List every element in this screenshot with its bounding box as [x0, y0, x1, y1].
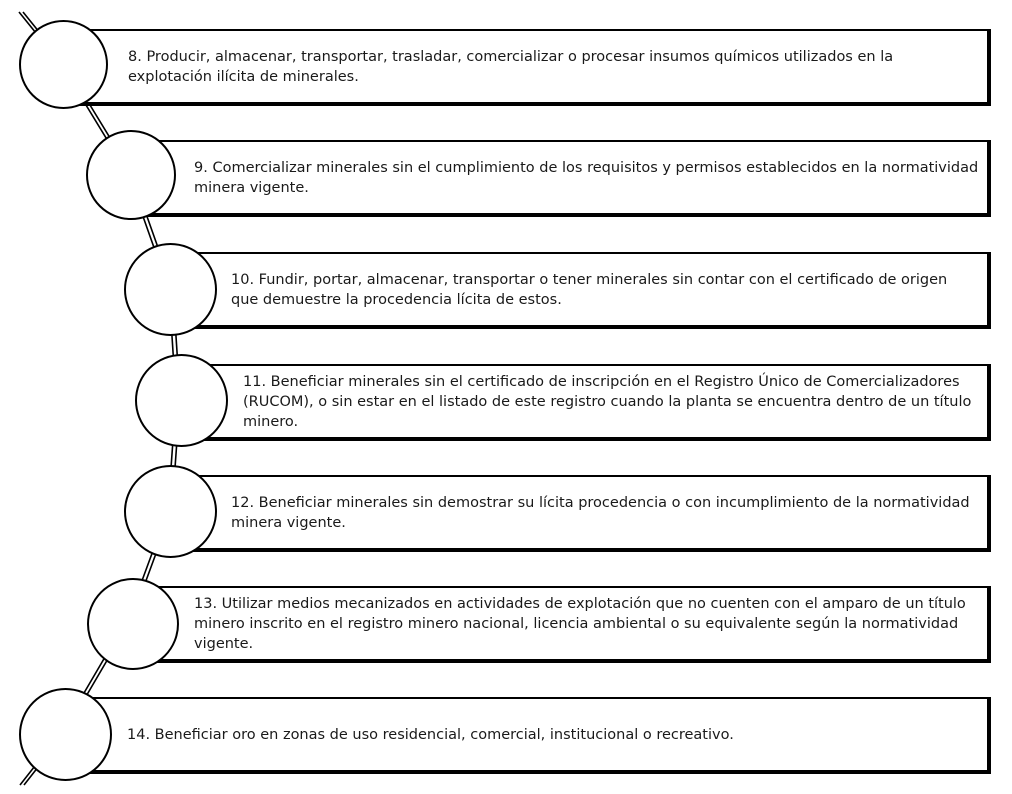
item-text-14: 14. Beneficiar oro en zonas de uso residencial, comercial, institucional o recreativo.	[127, 726, 734, 743]
item-text-10: 10. Fundir, portar, almacenar, transportar o tener minerales sin contar con el certificado de origen que demuestre la procedencia lícita de estos.	[231, 271, 948, 308]
item-box-9	[130, 140, 991, 217]
item-box-13	[131, 586, 991, 663]
item-text-11: 11. Beneficiar minerales sin el certificado de inscripción en el Registro Único de Comercializadores (RUCOM), o sin estar en el listado de este registro cuando la planta se encuentra dentro de un título minero.	[243, 373, 972, 430]
item-circle-8	[19, 20, 108, 109]
item-circle-9	[86, 130, 176, 220]
item-circle-12	[124, 465, 217, 558]
item-box-8	[63, 29, 991, 106]
item-box-10	[171, 252, 991, 329]
item-text-9: 9. Comercializar minerales sin el cumplimiento de los requisitos y permisos establecidos en la normatividad minera vigente.	[194, 159, 979, 196]
item-circle-11	[135, 354, 228, 447]
item-box-14	[62, 697, 991, 774]
item-box-12	[171, 475, 991, 552]
item-circle-13	[87, 578, 179, 670]
item-text-8: 8. Producir, almacenar, transportar, trasladar, comercializar o procesar insumos químicos utilizados en la explotación ilícita de minerales.	[128, 48, 894, 85]
item-box-11	[180, 364, 991, 441]
item-circle-10	[124, 243, 217, 336]
item-text-12: 12. Beneficiar minerales sin demostrar su lícita procedencia o con incumplimiento de la normatividad minera vigente.	[231, 494, 970, 531]
item-text-13: 13. Utilizar medios mecanizados en actividades de explotación que no cuenten con el amparo de un título minero inscrito en el registro minero nacional, licencia ambiental o su equivalente según la normatividad vigente.	[194, 595, 966, 652]
item-circle-14	[19, 688, 112, 781]
